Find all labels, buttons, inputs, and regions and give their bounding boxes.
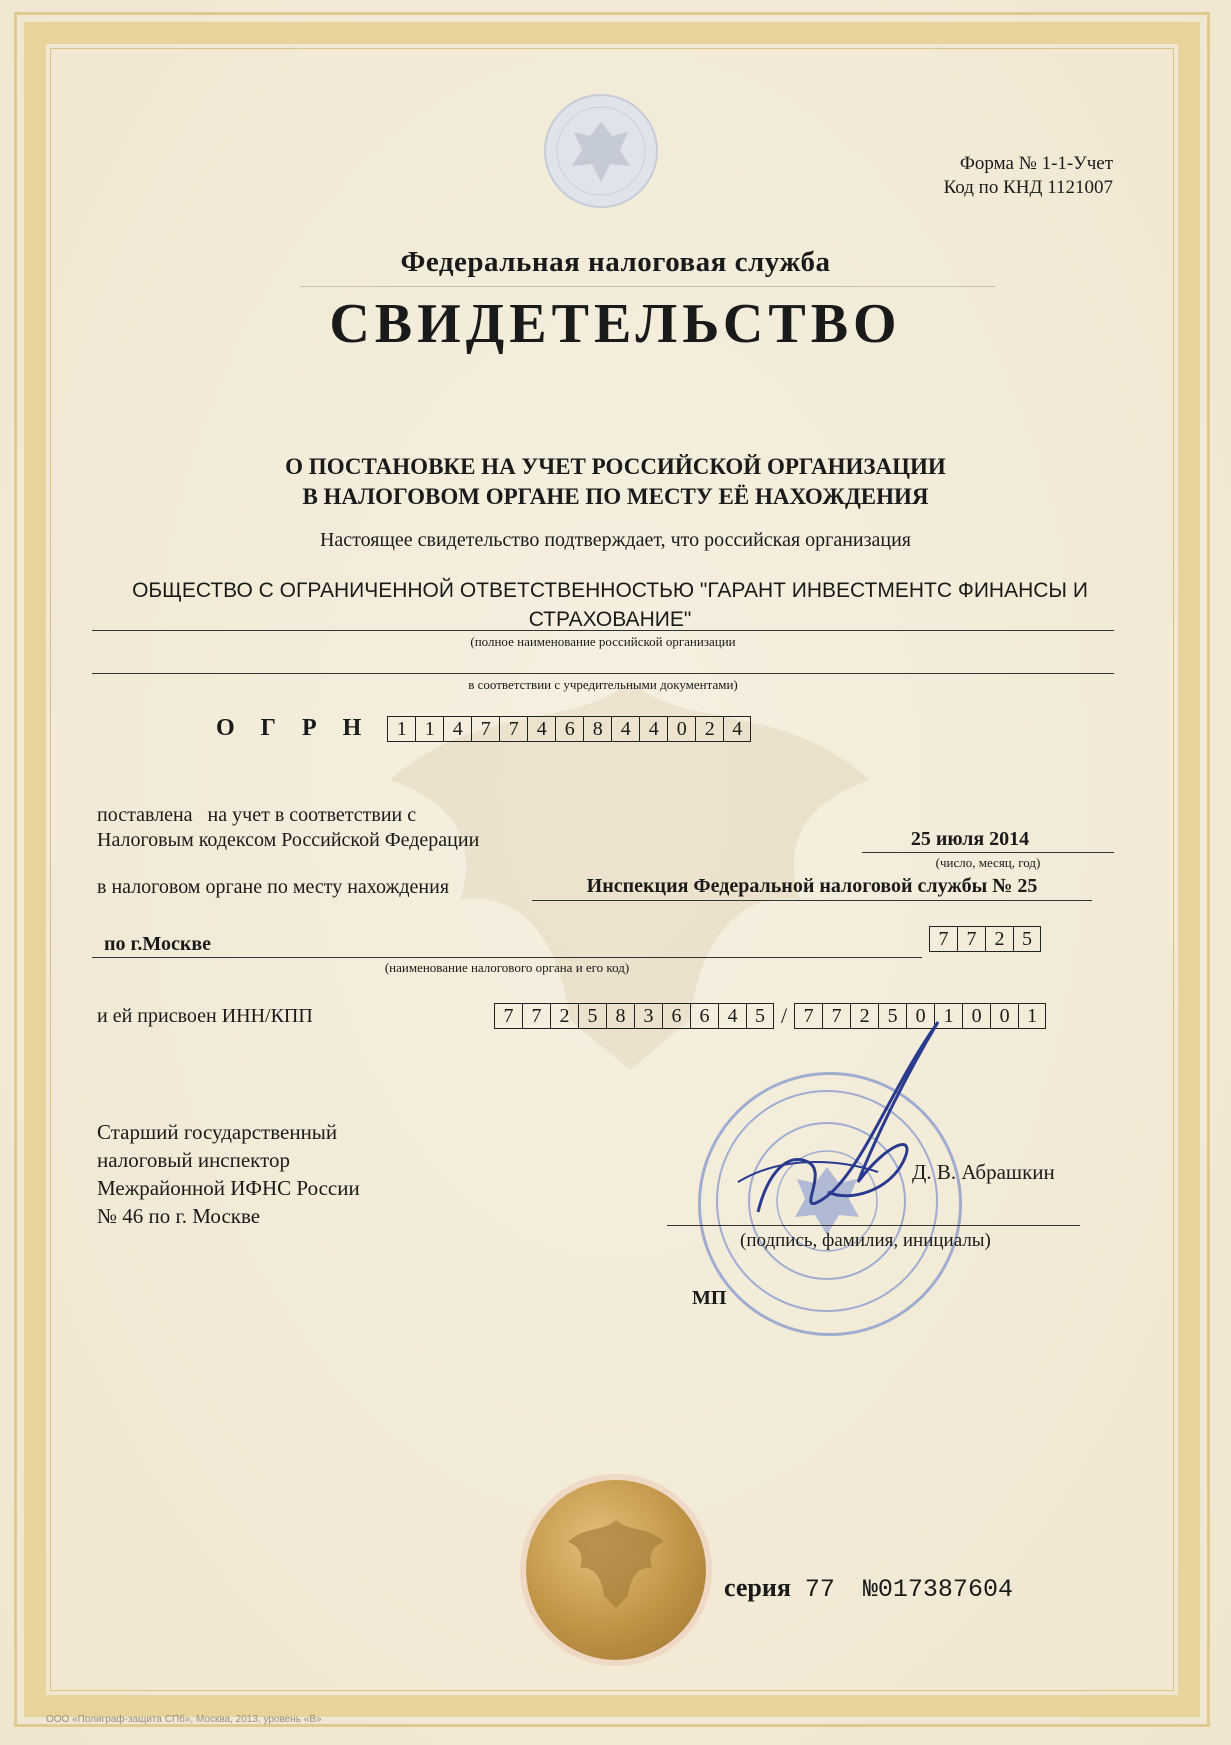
ogrn-digit: 1 [387, 716, 415, 742]
authority-code-digit: 5 [1013, 926, 1041, 952]
position-line-2: налоговый инспектор [97, 1148, 291, 1172]
ogrn-digit: 4 [639, 716, 667, 742]
authority-name-line-1: Инспекция Федеральной налоговой службы № 25 [586, 875, 1038, 897]
certificate-subtitle [0, 452, 1231, 512]
authority-code-digit: 7 [929, 926, 957, 952]
signature-caption: (подпись, фамилия, инициалы) [740, 1230, 991, 1251]
inn-digit: 5 [578, 1003, 606, 1029]
ogrn-label: ОГРН [216, 715, 388, 741]
kpp-digit: 1 [1018, 1003, 1046, 1029]
inn-kpp-label: и ей присвоен ИНН/КПП [97, 1005, 313, 1027]
signature-line [667, 1225, 1080, 1226]
subtitle-line-2: В НАЛОГОВОМ ОРГАНЕ ПО МЕСТУ ЕЁ НАХОЖДЕНИЯ [302, 484, 929, 509]
registration-label-line-2: Налоговым кодексом Российской Федерации [97, 829, 480, 851]
authority-label: в налоговом органе по месту нахождения [97, 876, 450, 898]
inn-digit: 4 [718, 1003, 746, 1029]
ogrn-digit: 1 [415, 716, 443, 742]
ogrn-digit: 4 [527, 716, 555, 742]
inn-digit: 7 [522, 1003, 550, 1029]
inn-digit: 8 [606, 1003, 634, 1029]
org-caption-2: в соответствии с учредительными документами) [468, 677, 738, 692]
form-number: Форма № 1-1-Учет [959, 153, 1113, 174]
inn-digit: 6 [690, 1003, 718, 1029]
date-line [862, 852, 1114, 853]
date-caption: (число, месяц, год) [935, 855, 1041, 870]
authority-name-line-2: по г.Москве [104, 933, 212, 955]
series-value: 77 [804, 1575, 835, 1604]
ogrn-digit: 0 [667, 716, 695, 742]
agency-name: Федеральная налоговая служба [400, 246, 831, 278]
registration-label [97, 803, 479, 853]
inn-digit: 3 [634, 1003, 662, 1029]
authority-caption: (наименование налогового органа и его код) [384, 960, 630, 975]
kpp-digit: 7 [822, 1003, 850, 1029]
gold-seal [526, 1480, 706, 1660]
ogrn-digit: 4 [611, 716, 639, 742]
signatory-position [97, 1118, 360, 1230]
certificate-title: СВИДЕТЕЛЬСТВО [329, 293, 902, 355]
inn-digit: 2 [550, 1003, 578, 1029]
form-info [944, 152, 1113, 200]
position-line-4: № 46 по г. Москве [97, 1204, 261, 1228]
ogrn-digit: 7 [499, 716, 527, 742]
signatory-name: Д. В. Абрашкин [912, 1160, 1055, 1184]
org-name-line-2 [92, 673, 1114, 674]
kpp-digit: 5 [878, 1003, 906, 1029]
ogrn-digit: 2 [695, 716, 723, 742]
organization-name: ОБЩЕСТВО С ОГРАНИЧЕННОЙ ОТВЕТСТВЕННОСТЬЮ "ГАРАНТ ИНВЕСТМЕНТС ФИНАНСЫ И СТРАХОВАНИЕ" [132, 579, 1088, 631]
authority-line-2 [92, 957, 922, 958]
org-name-line-1 [92, 630, 1114, 631]
agency-underline [300, 286, 995, 287]
kpp-digit: 2 [850, 1003, 878, 1029]
position-line-1: Старший государственный [97, 1120, 338, 1144]
registration-label-line-1: поставлена на учет в соответствии с [97, 804, 417, 826]
handwritten-signature [728, 1012, 968, 1232]
ogrn-digit: 8 [583, 716, 611, 742]
hologram-emblem [540, 92, 662, 210]
org-caption-1: (полное наименование российской организации [470, 634, 736, 649]
inn-kpp-separator: / [781, 1003, 788, 1028]
subtitle-line-1: О ПОСТАНОВКЕ НА УЧЕТ РОССИЙСКОЙ ОРГАНИЗАЦИИ [285, 454, 946, 479]
kpp-digit: 0 [990, 1003, 1018, 1029]
authority-code-boxes [929, 926, 1041, 952]
mp-label: МП [692, 1287, 727, 1309]
series-label: серия [724, 1573, 791, 1602]
serial-block [724, 1573, 1013, 1604]
kpp-digit: 1 [934, 1003, 962, 1029]
ogrn-digit: 6 [555, 716, 583, 742]
inn-digit: 5 [746, 1003, 774, 1029]
authority-line-1 [532, 900, 1092, 901]
authority-code-digit: 2 [985, 926, 1013, 952]
kpp-digit: 7 [794, 1003, 822, 1029]
kpp-digit: 0 [906, 1003, 934, 1029]
printer-note: ООО «Полиграф-защита СПб», Москва, 2013, уровень «В» [46, 1714, 322, 1725]
ogrn-boxes [387, 716, 751, 742]
ogrn-row [216, 715, 751, 742]
authority-code-digit: 7 [957, 926, 985, 952]
registration-date: 25 июля 2014 [910, 828, 1030, 850]
intro-text: Настоящее свидетельство подтверждает, что российская организация [319, 529, 912, 551]
knd-code: Код по КНД 1121007 [943, 177, 1113, 198]
ogrn-digit: 4 [443, 716, 471, 742]
inn-digit: 6 [662, 1003, 690, 1029]
ogrn-digit: 4 [723, 716, 751, 742]
ogrn-digit: 7 [471, 716, 499, 742]
position-line-3: Межрайонной ИФНС России [97, 1176, 360, 1200]
kpp-digit: 0 [962, 1003, 990, 1029]
inn-digit: 7 [494, 1003, 522, 1029]
serial-number: №017387604 [862, 1575, 1013, 1604]
